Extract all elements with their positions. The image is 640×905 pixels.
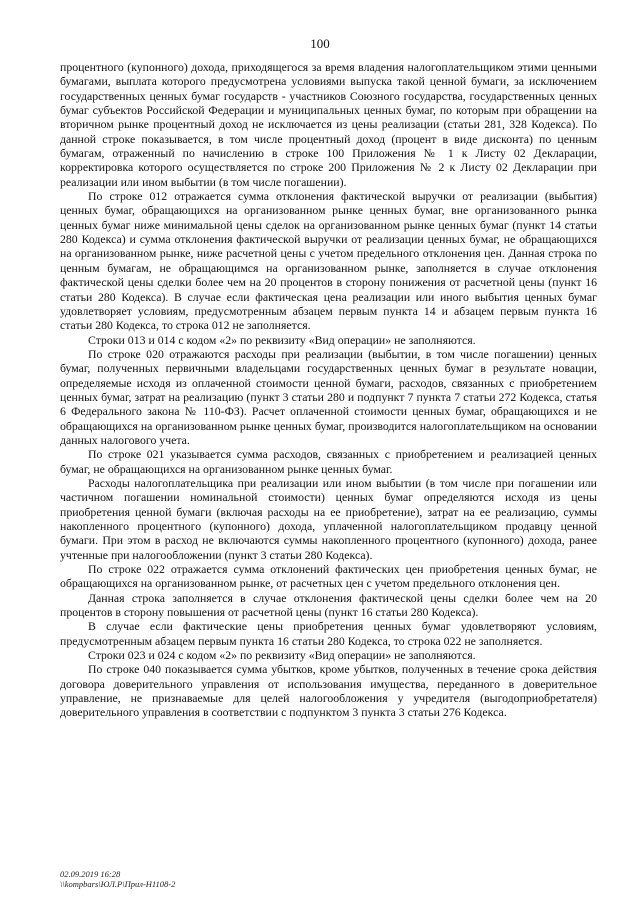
paragraph: Строки 013 и 014 с кодом «2» по реквизиту «Вид операции» не заполняются. <box>88 332 476 347</box>
paragraph: По строке 022 отражается сумма отклонений фактических цен приобретения ценных бумаг, не обращающихся на организованном рынке, от расчетных цен с учетом предельного отклонения цен. <box>60 562 597 591</box>
page-number: 100 <box>310 36 330 51</box>
paragraph: По строке 040 показывается сумма убытков, кроме убытков, полученных в течение срока действия договора доверительного управления от использования имущества, переданного в доверительное управление, не признаваемые для целей налогообложения у учредителя (выгодоприобретателя) доверительного управления в соответствии с подпунктом 3 пункта 3 статьи 276 Кодекса. <box>60 662 597 720</box>
print-timestamp: 02.09.2019 16:28 <box>60 869 121 879</box>
print-footer <box>60 869 175 889</box>
paragraph: По строке 021 указывается сумма расходов, связанных с приобретением и реализацией ценных бумаг, не обращающихся на организованном рынке ценных бумаг. <box>60 447 597 476</box>
paragraph: В случае если фактические цены приобретения ценных бумаг удовлетворяют условиям, предусмотренным абзацем первым пункта 16 статьи 280 Кодекса, то строка 022 не заполняется. <box>60 619 597 648</box>
paragraph: Расходы налогоплательщика при реализации или ином выбытии (в том числе при погашении или частичном погашении номинальной стоимости) ценных бумаг определяются исходя из цены приобретения ценной бумаги (включая расходы на ее приобретение), затрат на ее реализацию, суммы накопленного процентного (купонного) дохода, уплаченной налогоплательщиком продавцу ценной бумаги. При этом в расход не включаются суммы накопленного процентного (купонного) дохода, ранее учтенные при налогообложении (пункт 3 статьи 280 Кодекса). <box>60 475 597 562</box>
paragraph: Данная строка заполняется в случае отклонения фактической цены сделки более чем на 20 процентов в сторону повышения от расчетной цены (пункт 16 статьи 280 Кодекса). <box>60 590 597 620</box>
document-body <box>60 60 597 720</box>
paragraph: процентного (купонного) дохода, приходящегося за время владения налогоплательщиком этими ценными бумагами, выплата которого предусмотрена условиями выпуска такой ценной бумаги, за исключением государственных ценных бумаг государств - участников Союзного государства, государственных ценных бумаг субъектов Российской Федерации и муниципальных ценных бумаг, по которым при обращении на вторичном рынке процентный доход не исключается из цены реализации (статьи 281, 328 Кодекса). По данной строке показывается, в том числе процентный доход (процент в виде дисконта) по ценным бумагам, отраженный по начислению в строке 100 Приложения № 1 к Листу 02 Декларации, корректировка которого осуществляется по строке 200 Приложения № 2 к Листу 02 Декларации при реализации или ином выбытии (в том числе погашении). <box>60 60 597 189</box>
paragraph: По строке 012 отражается сумма отклонения фактической выручки от реализации (выбытия) ценных бумаг, обращающихся на организованном рынке ценных бумаг, вне организованного рынка ценных бумаг ниже минимальной цены сделок на организованном рынке ценных бумаг (пункт 14 статьи 280 Кодекса) и сумма отклонения фактической выручки от реализации ценных бумаг, не обращающихся на организованном рынке, ниже расчетной цены с учетом предельного отклонения цен. Данная строка по ценным бумагам, не обращающимся на организованном рынке, заполняется в случае отклонения фактической цены сделки более чем на 20 процентов в сторону понижения от расчетной цены (пункт 16 статьи 280 Кодекса). В случае если фактическая цена реализации или иного выбытия ценных бумаг удовлетворяет условиям, предусмотренным абзацем первым пункта 14 и абзацем первым пункта 16 статьи 280 Кодекса, то строка 012 не заполняется. <box>60 189 597 333</box>
paragraph: По строке 020 отражаются расходы при реализации (выбытии, в том числе погашении) ценных бумаг, полученных первичными владельцами государственных ценных бумаг в результате новации, определяемые исходя из оплаченной стоимости ценной бумаги, расходов, связанных с приобретением ценных бумаг, затрат на реализацию (пункт 3 статьи 280 и подпункт 7 пункта 7 статьи 272 Кодекса, статья 6 Федерального закона № 110-ФЗ). Расчет оплаченной стоимости ценных бумаг, обращающихся и не обращающихся на организованном рынке ценных бумаг, производится налогоплательщиком на основании данных налогового учета. <box>60 346 597 447</box>
paragraph: Строки 023 и 024 с кодом «2» по реквизиту «Вид операции» не заполняются. <box>88 648 476 663</box>
file-path: \\kompbars\ЮЛ.Р\Прил-Н1108-2 <box>60 879 176 889</box>
